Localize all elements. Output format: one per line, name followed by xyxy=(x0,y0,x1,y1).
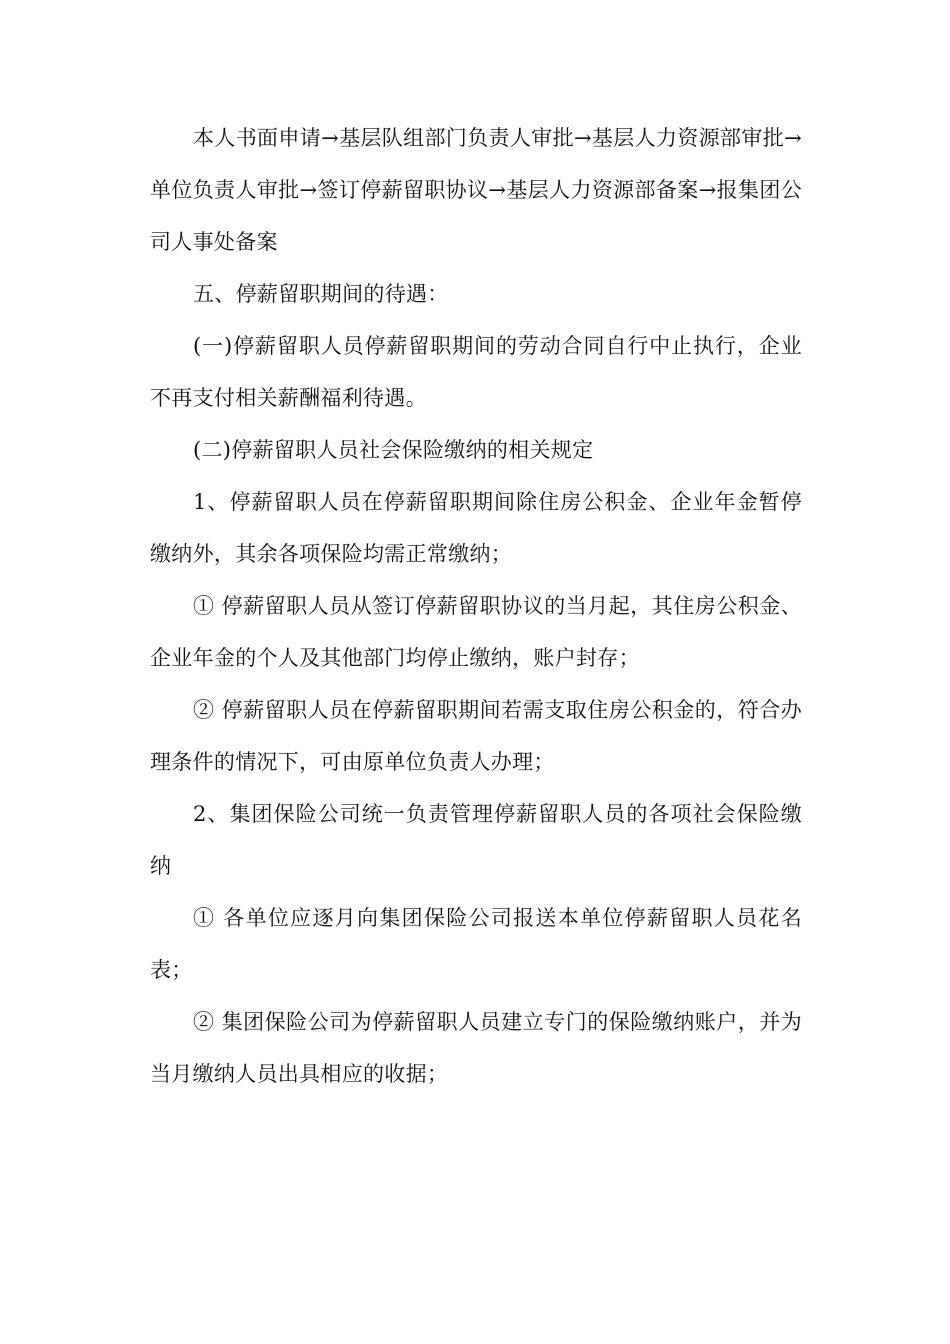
item-one-paragraph: (一)停薪留职人员停薪留职期间的劳动合同自行中止执行，企业不再支付相关薪酬福利待遇。 xyxy=(150,334,802,410)
section-five-heading: 五、停薪留职期间的待遇： xyxy=(193,282,449,306)
approval-process-paragraph: 本人书面申请→基层队组部门负责人审批→基层人力资源部审批→单位负责人审批→签订停薪留职协议→基层人力资源部备案→报集团公司人事处备案 xyxy=(150,126,802,254)
rule-one-subitem-2: ② 停薪留职人员在停薪留职期间若需支取住房公积金的，符合办理条件的情况下，可由原单位负责人办理； xyxy=(150,698,802,774)
rule-one-subitem-1: ① 停薪留职人员从签订停薪留职协议的当月起，其住房公积金、企业年金的个人及其他部门均停止缴纳，账户封存； xyxy=(150,594,802,670)
rule-two-subitem-1: ① 各单位应逐月向集团保险公司报送本单位停薪留职人员花名表； xyxy=(150,906,802,982)
rule-two-subitem-2: ② 集团保险公司为停薪留职人员建立专门的保险缴纳账户，并为当月缴纳人员出具相应的收据； xyxy=(150,1010,802,1086)
rule-two-paragraph: 2、集团保险公司统一负责管理停薪留职人员的各项社会保险缴纳 xyxy=(150,802,802,878)
rule-one-paragraph: 1、停薪留职人员在停薪留职期间除住房公积金、企业年金暂停缴纳外，其余各项保险均需正常缴纳； xyxy=(150,490,802,566)
item-two-heading: (二)停薪留职人员社会保险缴纳的相关规定 xyxy=(193,438,594,462)
document-body xyxy=(150,112,802,1100)
